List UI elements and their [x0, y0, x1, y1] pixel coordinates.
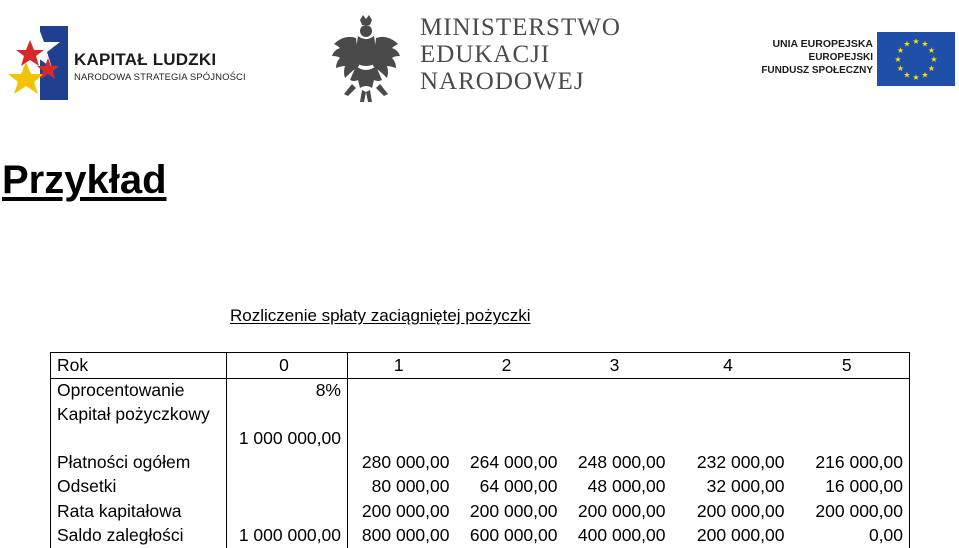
header-cell-5: 5 [791, 353, 910, 379]
svg-text:★: ★ [903, 70, 911, 80]
table-row [51, 499, 910, 524]
eu-logo-text [761, 38, 873, 77]
row-label: Kapitał pożyczkowy [51, 403, 227, 450]
table-cell: 64 000,00 [479, 476, 558, 497]
table-cell [227, 499, 348, 524]
header-cell-0: 0 [227, 353, 348, 379]
table-cell: 200 000,00 [361, 500, 450, 521]
kapital-ludzki-subtitle: NARODOWA STRATEGIA SPÓJNOŚCI [74, 72, 246, 83]
ministry-name-line1: MINISTERSTWO [420, 14, 621, 41]
row-label: Rata kapitałowa [51, 499, 227, 524]
ministry-name [420, 14, 621, 95]
table-cell: 48 000,00 [587, 476, 666, 497]
header-cell-3: 3 [564, 353, 672, 379]
table-cell: 200 000,00 [696, 525, 785, 546]
table-cell [564, 403, 672, 450]
table-cell: 1 000 000,00 [227, 403, 348, 450]
row-label: Odsetki [51, 474, 227, 499]
table-cell: 200 000,00 [469, 500, 558, 521]
header-cell-4: 4 [672, 353, 791, 379]
table-cell: 1 000 000,00 [227, 523, 348, 548]
ministry-name-line3: NARODOWEJ [420, 68, 585, 95]
table-caption: Rozliczenie spłaty zaciągniętej pożyczki [230, 306, 531, 325]
table-cell [791, 378, 910, 403]
row-label: Płatności ogółem [51, 450, 227, 475]
table-row [51, 474, 910, 499]
table-cell: 248 000,00 [577, 451, 666, 472]
table-cell [348, 403, 456, 450]
ministry-name-line2: EDUKACJI [420, 41, 551, 68]
table-cell [227, 450, 348, 475]
table-cell: 0,00 [791, 523, 910, 548]
eu-flag-icon [877, 32, 955, 86]
table-cell [456, 403, 564, 450]
table-cell [672, 378, 791, 403]
table-cell: 200 000,00 [696, 500, 785, 521]
table-cell: 80 000,00 [371, 476, 450, 497]
table-header-row [51, 353, 910, 379]
table-cell [791, 403, 910, 450]
svg-text:★: ★ [912, 37, 920, 46]
kapital-ludzki-title: KAPITAŁ LUDZKI [74, 50, 217, 69]
svg-text:★: ★ [896, 46, 905, 55]
table-row [51, 403, 910, 450]
svg-text:★: ★ [903, 39, 911, 49]
eu-logo-line2: EUROPEJSKI [808, 52, 873, 63]
table-cell: 32 000,00 [706, 476, 785, 497]
loan-repayment-table [50, 352, 910, 548]
svg-text:★: ★ [912, 73, 920, 82]
table-cell: 800 000,00 [361, 525, 450, 546]
header-cell-1: 1 [348, 353, 456, 379]
table-row [51, 450, 910, 475]
table-cell: 16 000,00 [791, 474, 910, 499]
eu-logo [745, 32, 955, 88]
kapital-ludzki-star-icon [8, 24, 70, 102]
table-cell: 216 000,00 [791, 450, 910, 475]
table-cell [348, 378, 456, 403]
svg-text:★: ★ [896, 64, 905, 73]
svg-text:★: ★ [927, 64, 936, 73]
slide-title: Przykład [2, 158, 167, 202]
row-label: Oprocentowanie [51, 378, 227, 403]
table-cell: 600 000,00 [469, 525, 558, 546]
table-row [51, 378, 910, 403]
ministry-logo [330, 0, 621, 118]
table-cell: 280 000,00 [361, 451, 450, 472]
header-cell-2: 2 [456, 353, 564, 379]
header-cell-year: Rok [51, 353, 227, 379]
kapital-ludzki-logo [8, 24, 268, 104]
table-cell [672, 403, 791, 450]
table-cell: 8% [227, 378, 348, 403]
table-cell: 232 000,00 [696, 451, 785, 472]
svg-text:★: ★ [930, 55, 938, 64]
eu-logo-line3: FUNDUSZ SPOŁECZNY [761, 65, 873, 76]
svg-text:★: ★ [921, 70, 929, 80]
eu-logo-line1: UNIA EUROPEJSKA [772, 38, 873, 50]
table-cell [564, 378, 672, 403]
table-cell [227, 474, 348, 499]
table-cell: 264 000,00 [469, 451, 558, 472]
eagle-emblem-icon [330, 14, 402, 104]
svg-text:★: ★ [921, 39, 929, 49]
svg-text:★: ★ [894, 55, 902, 64]
row-label: Saldo zaległości [51, 523, 227, 548]
table-cell: 200 000,00 [791, 499, 910, 524]
table-cell: 400 000,00 [577, 525, 666, 546]
table-cell [456, 378, 564, 403]
table-cell: 200 000,00 [577, 500, 666, 521]
table-row [51, 523, 910, 548]
svg-text:★: ★ [927, 46, 936, 55]
